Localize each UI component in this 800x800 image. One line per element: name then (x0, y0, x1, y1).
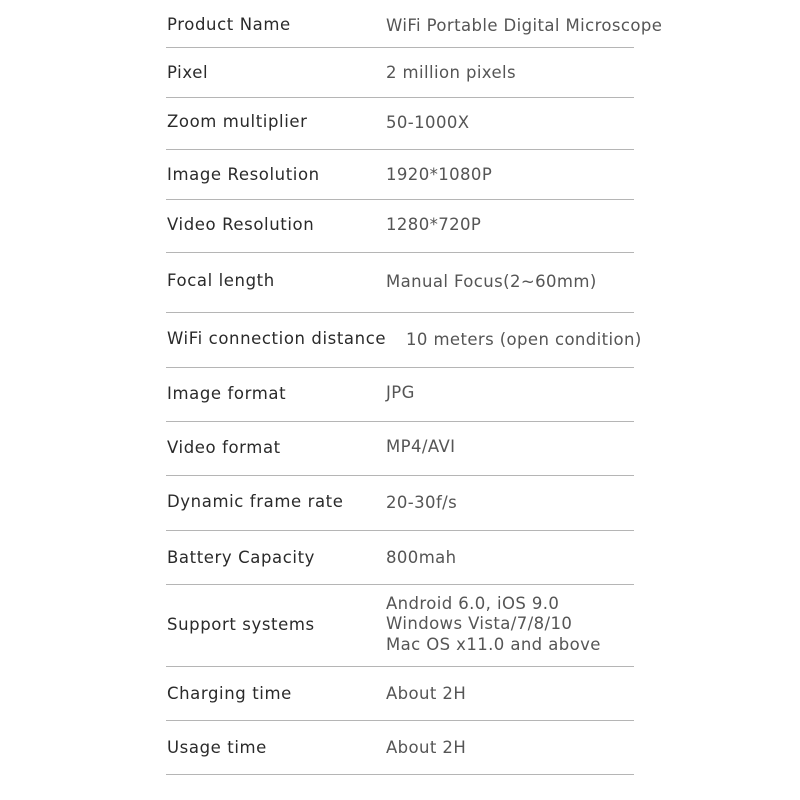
spec-label: Support systems (167, 615, 315, 634)
row-divider (166, 475, 634, 476)
spec-value: JPG (386, 383, 415, 402)
spec-value: 10 meters (open condition) (406, 330, 642, 349)
spec-value: 50-1000X (386, 113, 470, 132)
spec-value: 2 million pixels (386, 63, 516, 82)
row-divider (166, 584, 634, 585)
spec-label: Image Resolution (167, 165, 320, 184)
row-divider (166, 199, 634, 200)
spec-value-line: Mac OS x11.0 and above (386, 635, 601, 654)
spec-value-line: Windows Vista/7/8/10 (386, 614, 573, 633)
spec-value: MP4/AVI (386, 437, 456, 456)
spec-label: Dynamic frame rate (167, 492, 344, 511)
spec-value: About 2H (386, 684, 467, 703)
spec-value: About 2H (386, 738, 467, 757)
spec-label: Video Resolution (167, 215, 315, 234)
row-divider (166, 666, 634, 667)
spec-label: Product Name (167, 15, 291, 34)
spec-value-line: Android 6.0, iOS 9.0 (386, 594, 560, 613)
spec-value: WiFi Portable Digital Microscope (386, 16, 663, 35)
spec-label: Image format (167, 384, 287, 403)
spec-label: Usage time (167, 738, 267, 757)
row-divider (166, 367, 634, 368)
row-divider (166, 97, 634, 98)
row-divider (166, 774, 634, 775)
spec-value: 1920*1080P (386, 165, 493, 184)
row-divider (166, 421, 634, 422)
spec-label: Focal length (167, 271, 275, 290)
spec-label: Charging time (167, 684, 292, 703)
row-divider (166, 252, 634, 253)
spec-label: Battery Capacity (167, 548, 316, 567)
spec-value: Manual Focus(2~60mm) (386, 272, 597, 291)
spec-value: 800mah (386, 548, 457, 567)
row-divider (166, 312, 634, 313)
spec-label: Video format (167, 438, 281, 457)
row-divider (166, 530, 634, 531)
spec-label: Pixel (167, 63, 209, 82)
spec-label: WiFi connection distance (167, 329, 387, 348)
row-divider (166, 149, 634, 150)
row-divider (166, 47, 634, 48)
row-divider (166, 720, 634, 721)
spec-label: Zoom multiplier (167, 112, 308, 131)
spec-value: 20-30f/s (386, 493, 458, 512)
spec-value: 1280*720P (386, 215, 482, 234)
